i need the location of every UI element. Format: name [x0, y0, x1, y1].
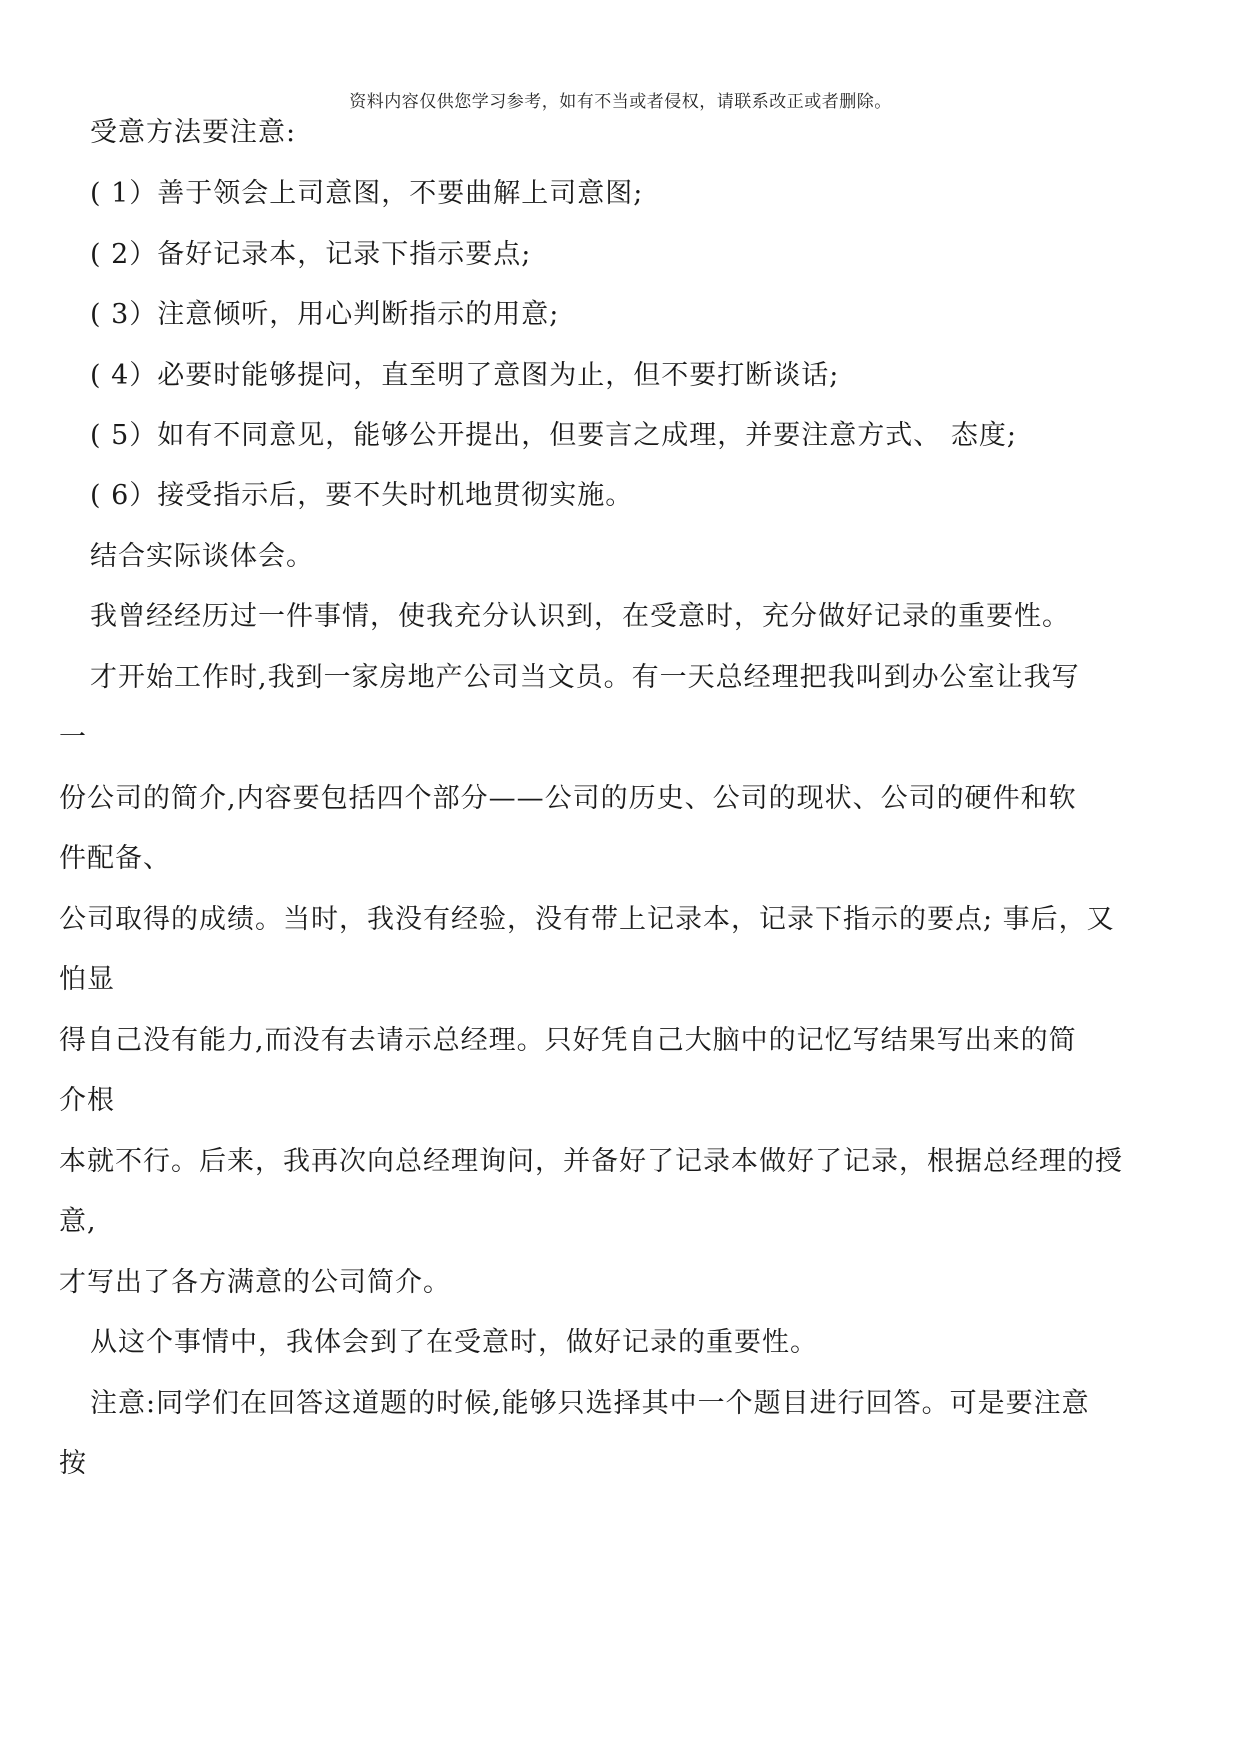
paragraph-line: 介根 — [59, 1085, 115, 1116]
paragraph-line: 怕显 — [59, 964, 115, 995]
paragraph-line: 得自己没有能力,而没有去请示总经理。只好凭自己大脑中的记忆写结果写出来的简 — [59, 1025, 1077, 1056]
paragraph-line: 受意方法要注意: — [90, 117, 297, 148]
paragraph-line: ( 3）注意倾听，用心判断指示的用意; — [90, 299, 560, 330]
paragraph-line: 才写出了各方满意的公司简介。 — [59, 1267, 451, 1298]
paragraph-line: ( 5）如有不同意见，能够公开提出，但要言之成理，并要注意方式、 态度; — [90, 420, 1017, 451]
paragraph-line: 件配备、 — [59, 843, 171, 874]
paragraph-line: 才开始工作时,我到一家房地产公司当文员。有一天总经理把我叫到办公室让我写 — [90, 662, 1080, 693]
paragraph-line: ( 6）接受指示后，要不失时机地贯彻实施。 — [90, 480, 634, 511]
paragraph-line: 本就不行。后来，我再次向总经理询问，并备好了记录本做好了记录，根据总经理的授 — [59, 1146, 1123, 1177]
paragraph-line: 公司取得的成绩。当时，我没有经验，没有带上记录本，记录下指示的要点; 事后，又 — [59, 904, 1115, 935]
paragraph-line: 我曾经经历过一件事情，使我充分认识到，在受意时，充分做好记录的重要性。 — [90, 601, 1070, 632]
paragraph-line: 从这个事情中，我体会到了在受意时，做好记录的重要性。 — [90, 1327, 818, 1358]
paragraph-line: 份公司的简介,内容要包括四个部分——公司的历史、公司的现状、公司的硬件和软 — [59, 783, 1077, 814]
paragraph-line: 结合实际谈体会。 — [90, 541, 314, 572]
paragraph-line: 一 — [59, 722, 87, 753]
paragraph-line: ( 4）必要时能够提问，直至明了意图为止，但不要打断谈话; — [90, 360, 840, 391]
paragraph-line: 按 — [59, 1448, 87, 1479]
paragraph-line: 意, — [59, 1206, 97, 1237]
disclaimer-header: 资料内容仅供您学习参考，如有不当或者侵权，请联系改正或者删除。 — [349, 92, 892, 112]
paragraph-line: ( 2）备好记录本，记录下指示要点; — [90, 239, 532, 270]
paragraph-line: ( 1）善于领会上司意图，不要曲解上司意图; — [90, 178, 644, 209]
paragraph-line: 注意:同学们在回答这道题的时候,能够只选择其中一个题目进行回答。可是要注意 — [90, 1388, 1090, 1419]
